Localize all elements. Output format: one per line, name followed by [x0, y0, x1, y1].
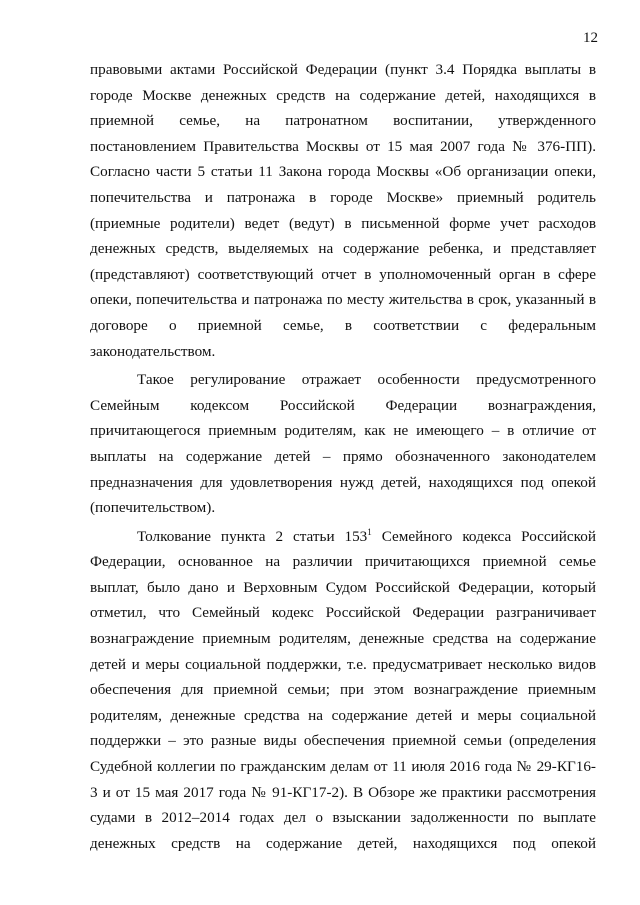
text-line: Семейным кодексом Российской Федерации вознаграждения,	[90, 396, 596, 414]
text-line: родителям, денежные средства на содержание детей и меры социальной	[90, 706, 596, 724]
text-line: опеки, попечительства и патронажа по месту жительства в срок, указанный в	[90, 291, 596, 309]
text-fragment: Семейного кодекса Российской	[371, 527, 596, 545]
text-line: выплат, было дано и Верховным Судом Российской Федерации, который	[90, 578, 596, 596]
text-line: Судебной коллегии по гражданским делам от 11 июля 2016 года № 29-КГ16-	[90, 758, 596, 776]
text-line: денежных средств на содержание детей, находящихся под опекой	[90, 834, 596, 852]
text-line: причитающегося приемным родителям, как не имеющего – в отличие от	[90, 422, 596, 440]
text-line: законодательством.	[90, 342, 216, 360]
text-line: судами в 2012–2014 годах дел о взыскании задолженности по выплате	[90, 809, 596, 827]
page-number: 12	[583, 30, 598, 46]
text-line: денежных средств, выделяемых на содержание ребенка, и представляет	[90, 240, 596, 258]
text-line: предназначения для удовлетворения нужд детей, находящихся под опекой	[90, 473, 596, 491]
text-line-with-superscript	[90, 524, 596, 550]
text-line: постановлением Правительства Москвы от 15 мая 2007 года № 376-ПП).	[90, 137, 596, 155]
text-line: правовыми актами Российской Федерации (пункт 3.4 Порядка выплаты в	[90, 61, 596, 78]
text-line: обеспечения для приемной семьи; при этом вознаграждение приемным	[90, 681, 596, 699]
text-line: (попечительством).	[90, 499, 216, 517]
text-line: детей и меры социальной поддержки, т.е. предусматривает несколько видов	[90, 655, 596, 673]
text-line: (приемные родители) ведет (ведут) в письменной форме учет расходов	[90, 214, 596, 232]
paragraph-3	[90, 524, 596, 857]
text-line: городе Москве денежных средств на содержание детей, находящихся в	[90, 86, 596, 104]
text-line: попечительства и патронажа в городе Москве» приемный родитель	[90, 188, 596, 206]
text-line: Такое регулирование отражает особенности предусмотренного	[137, 371, 596, 389]
text-line: Федерации, основанное на различии причитающихся приемной семье	[90, 553, 596, 571]
text-line: (представляют) соответствующий отчет в уполномоченный орган в сфере	[90, 265, 596, 283]
footnote-superscript: 1	[367, 526, 372, 537]
text-line: поддержки – это разные виды обеспечения приемной семьи (определения	[90, 732, 596, 750]
text-line: отметил, что Семейный кодекс Российской Федерации разграничивает	[90, 604, 596, 622]
text-line: вознаграждение приемным родителям, денежные средства на содержание	[90, 630, 596, 648]
text-fragment: Толкование пункта 2 статьи 153	[137, 527, 368, 545]
text-line: 3 и от 15 мая 2017 года № 91-КГ17-2). В Обзоре же практики рассмотрения	[90, 783, 596, 801]
paragraph-2	[90, 367, 596, 521]
text-line: приемной семье, на патронатном воспитании, утвержденного	[90, 112, 596, 130]
paragraph-1	[90, 57, 596, 364]
text-line: договоре о приемной семье, в соответствии с федеральным	[90, 316, 596, 334]
text-line: выплаты на содержание детей – прямо обозначенного законодателем	[90, 447, 596, 465]
text-line: Согласно части 5 статьи 11 Закона города Москвы «Об организации опеки,	[90, 163, 596, 181]
body-text	[90, 57, 596, 856]
